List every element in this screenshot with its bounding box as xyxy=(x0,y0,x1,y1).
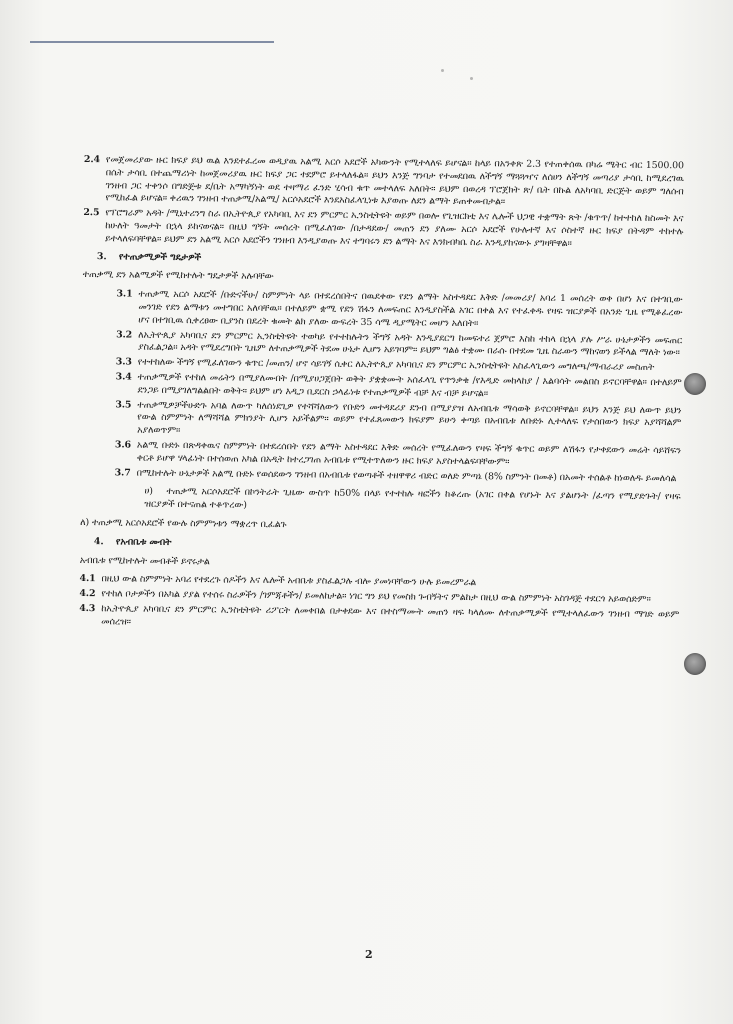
clause-text: ተጠቃሚ አርሶ አደሮች /ቡድናችሁ/ ስምምነት ላይ በተደረሰበትና በዉደቀው የደን ልማት አስተዳደር እቅድ /መመሪያ/ አባሪ 1 መሰረት ወቀ በሆነ እና በተገቢው መንገድ የደን ልማቱን መተግበር አለባቸዉ፡፡ በተለይም ቋሚ የደን ሽፋን ለመፍጠር እንዲያስችል አገር በቀል እና የተፈቀዱ የዛፍ ዝርያዎች በአንድ ጊዜ የሚቆፈረው ሆና በተገቢዉ ሲቀረፀው ቢያንስ በደረት ቁመት ልክ ያለው ውፍረት 35 ሳሜ ዲያሜትር መሆን አለበት፡፡ xyxy=(138,288,683,329)
condition-b: ለ) ተጠቃሚ አርሶአደሮች የውሉ ስምምነቱን ማቋረጥ ቢፈልጉ xyxy=(80,516,287,531)
clause-number: 3.4 xyxy=(115,371,132,383)
clause-text: የተከለ ቦታዎችን በአካል ያያል የተሰሩ ስራዎችን /ገምጃቶችን/ ይመለከታል፡፡ ነገር ግን ይህ የመስክ ጉብኝትና ምልከታ በዚህ ውል ስምምነት አስገዳጅ ተደርጎ አይወሰድም፡፡ xyxy=(101,588,651,606)
clause-number: 2.4 xyxy=(83,154,101,166)
punch-hole xyxy=(684,373,706,395)
condition-a xyxy=(80,485,680,517)
clause-number: 3.5 xyxy=(115,398,132,411)
section-intro-4: አብቤቱ የሚከተሉት መብቶች ይኖሩታል xyxy=(79,554,210,567)
clause-number: 2.5 xyxy=(83,207,100,219)
top-rule xyxy=(30,41,274,43)
clause-2-4 xyxy=(83,154,684,211)
document-body xyxy=(79,154,684,637)
clause-text: በዚህ ውል ስምምነት አባሪ የተደረጉ ሰዶችን እና ሌሎች አብቤቱ ያስፈልጋሉ ብሎ ያመነባቸውን ሁሉ ይመረምራል xyxy=(101,573,477,589)
page-number: 2 xyxy=(365,948,373,961)
clause-2-5 xyxy=(83,207,683,252)
section-intro-3: ተጠቃሚ ደን አልሚዎች የሚከተሉት ግዴታዎች አሉባቸው xyxy=(82,269,274,283)
clause-text: ለኢትዮጲያ አካባቢና ደን ምርምር ኢንስቲትዩት ተወካይ የተተከሉትን ችግኝ አዳት እንዲያደርግ ከመፍተሪ ጀምሮ እስከ ተከላ በኋላ ያሉ ሥራ ሁኔታዎችን መፍጠር ያስፈልጋል፡፡ አዳት የሚደረግበት ጊዜም ለተጠቃሚዎች ትደመ ሁኔታ ሊሆን አይገባም፡፡ ይህም ግልፅ ተቋሙ በራሱ በተደመ ጊዜ ስራውን ማከናወን ይችላል ማለት ነው፡፡ xyxy=(137,329,683,359)
clause-text: አልሚ ቡድኑ በጽዳቀዉና ስምምነት በተደረሰበት የደን ልማት አስተዳደር እቅድ መሰረት የሚፈለውን የዛፍ ችግኝ ቁጥር ወይም ለሽፋን የታቀደውን መሬት ሳይሸፍን ቀርቶ ይሆዋ ሃላፊነት በተሰወጠ አካል በአዲት ከተረጋገጠ አብቤቱ የሚተጥለውን ዙር ክፍያ አያስተላልፍባቸውም፡፡ xyxy=(136,439,681,468)
clause-number: 4.2 xyxy=(79,588,96,600)
condition-label: ሀ) xyxy=(144,485,153,498)
clause-number: 3.2 xyxy=(116,328,133,341)
scan-speck xyxy=(470,77,473,80)
section-number: 3. xyxy=(96,250,107,262)
section-heading-4 xyxy=(80,536,680,555)
clause-3-2 xyxy=(82,329,682,361)
clause-number: 3.1 xyxy=(116,288,133,300)
clause-text: ከኢትዮጲያ አካባቢና ደን ምርምር ኢንስቲትዩት ሪፖርት ለመቀበል በታቀደው እና በተስማሙት መጠን ዛፍ ካላለሙ ለተጠቃሚዎች የሚተላለፈውን ገንዘብ ማገድ ወይም መሰረዝ፡፡ xyxy=(101,603,680,628)
clause-number: 4.1 xyxy=(79,573,96,585)
section-heading-3 xyxy=(83,251,683,270)
punch-hole xyxy=(684,653,706,675)
clause-number: 4.3 xyxy=(79,602,96,615)
clause-text: በሚከተሉት ሁኔታዎች አልሚ ቡድኑ የወሰደውን ገንዘብ በአብቤቱ የወጣቶች ተዘዋዋሪ ብድር ወለድ ምጣኔ (8% ስምንት በመቶ) በአመት ተሰልቶ ከነወለዱ ይመለሳል xyxy=(136,467,677,484)
clause-number: 3.6 xyxy=(114,439,132,451)
clause-text: የፕሮግራም አዳት /ሚኒተሪንግ ስራ በኢትዮጲያ የአካባቢ እና ደን ምርምር ኢንስቲትዩት ወይም በወሎ የጊዝርክቲ እና ሌሎች ህጋዊ ተቋማት ጽት /ቁጥጥ/ ከተተከለ ከስመት እና ከሁለት ዓመታት በኋላ ይከናወናል፡፡ በዚህ ግኝት መሰረት በሚፈለገው /በታዳደው/ መጠን ደን ያለሙ አርሶ አደሮች የሁሉተኛ እና ሶስተኛ ዙር ክፍያ በትዳም ተከተሉ ይተላለፍባቸዋል፡፡ ይህም ደን አልሚ አርሶ አደሮችን ገንዘብ እንዲያወጡ እና ተግባሩን ደን ልማት እና እንክብካቤ ስራ እንዲያከናውኑ ያግዛቸዋል፡፡ xyxy=(105,207,684,249)
scan-speck xyxy=(441,69,444,72)
clause-number: 3.3 xyxy=(115,356,132,368)
clause-text: ተጠቃሚዎች የተከለ መሬትን በሚያለሙበት /በሚያሀጋጀበት ወቅት ያቋቋሙት አሰፈላጊ የጥንቃቄ /የእዲድ መከላከያ / እልባሳት መልበስ ይኖርባቸዋል፡፡ በተለይም ደንጋይ በሚያገለግልልበት ወቅት፡፡ ይህም ሆነ እዲጋ ቢደርስ ኃላፊነቱ የተጠቃሚዎች ብቻ እና ብቻ ይሆናል፡፡ xyxy=(137,371,682,399)
clause-4-3 xyxy=(79,603,679,635)
condition-text: ተጠቃሚ አርሶአደሮች በኮንትራት ጊዜው ውስጥ ከ50% በላይ የተተከሉ ዛፎችን ከቆረጡ (አገር በቀል የሆኑት እና ያልሆኑት /ፈጣን የሚያድጉት/ የዛፍ ዝርያዎች በተናጠል ተቆጥረው) xyxy=(144,486,681,511)
clause-3-4 xyxy=(81,371,681,403)
clause-3-5 xyxy=(81,399,681,444)
clause-3-1 xyxy=(82,288,682,333)
clause-number: 3.7 xyxy=(114,466,131,479)
clause-text: ተጠቃሚዎቻችሁድጉ አባል ለውጥ ካለሰነደጊዎ የተሻሻለውን የቡድን መተዳደሪያ ደንብ በሚያያዝ ለአብቤቱ ማሳወቅ ይኖርባቸዋል፡፡ ይህን እንጅ ይህ ለውጥ ይህን የውል ስምምነት ለማሻሻል ምክንያት ሊሆን አይችልም፡፡ ወይም የተፈጸመውን ክፍያም ይሁን ቀጣይ በአብቤቱ ለቡድኑ ሊተላለፍ የታሰበውን ክፍያ አያሻሻልም አያለወጥም፡፡ xyxy=(137,399,682,437)
clause-text: የመጀመሪያው ዙር ክፍያ ይህ ዉል እንደተፈረመ ወዲያዉ አልሚ አርሶ አደሮች አካውንት የሚተላለፍ ይሆናል፡፡ ከላይ በአንቀጽ 2.3 የተጠቀሰዉ በካሬ ሜትር ብር 1500.00 በሴት ታሳቢ በተጨማሪነት ከመጀመሪያዉ ዙር ክፍያ ጋር ተደምሮ ይተላለፋል፡፡ ይህን እንጅ ግንባታ የተመደበዉ ለችግኝ ማጓጓዣና ለሰሀን ለችግኝ መጣሪያ ታሳቢ ከሚደረገዉ ገንዘብ ጋር ተቀንሶ በግድጅቱ ደ/ቤት አማካኝነት ወደ ተዛማሪ ፈንድ ሂሳብ ቁጥ መተላለፍ አለበት፡፡ ይህም በወረዳ ፕሮጀክት ጽ/ ቤት በኩል ለአካባቢ ድርጅት ወይም ግለሰብ የሚከፈል ይሆናል፡፡ ቀሪዉን ገንዘብ ተጠቃሚ/አልሚ/ አርሶአደሮች እንደአስፈላጊነቱ እያወጡ ለደን ልማት ይጠቀሙበታል፡፡ xyxy=(105,154,684,208)
section-number: 4. xyxy=(93,535,104,547)
clause-text: የተተከለው ችግኝ የሚፈለገውን ቁጥር /መጠን/ ሆኖ ሳይገኝ ሲቀር ለኢትዮጲያ አካባቢና ደን ምርምር ኢንስቲትዩት አስፈላጊውን መግለጫ/ማብራሪያ መስጠት xyxy=(137,356,655,374)
section-title: የተጠቃሚዎች ግዴታዎች xyxy=(118,250,202,263)
section-title: የአብቤቱ መብት xyxy=(115,536,172,548)
clause-3-6 xyxy=(81,439,681,471)
